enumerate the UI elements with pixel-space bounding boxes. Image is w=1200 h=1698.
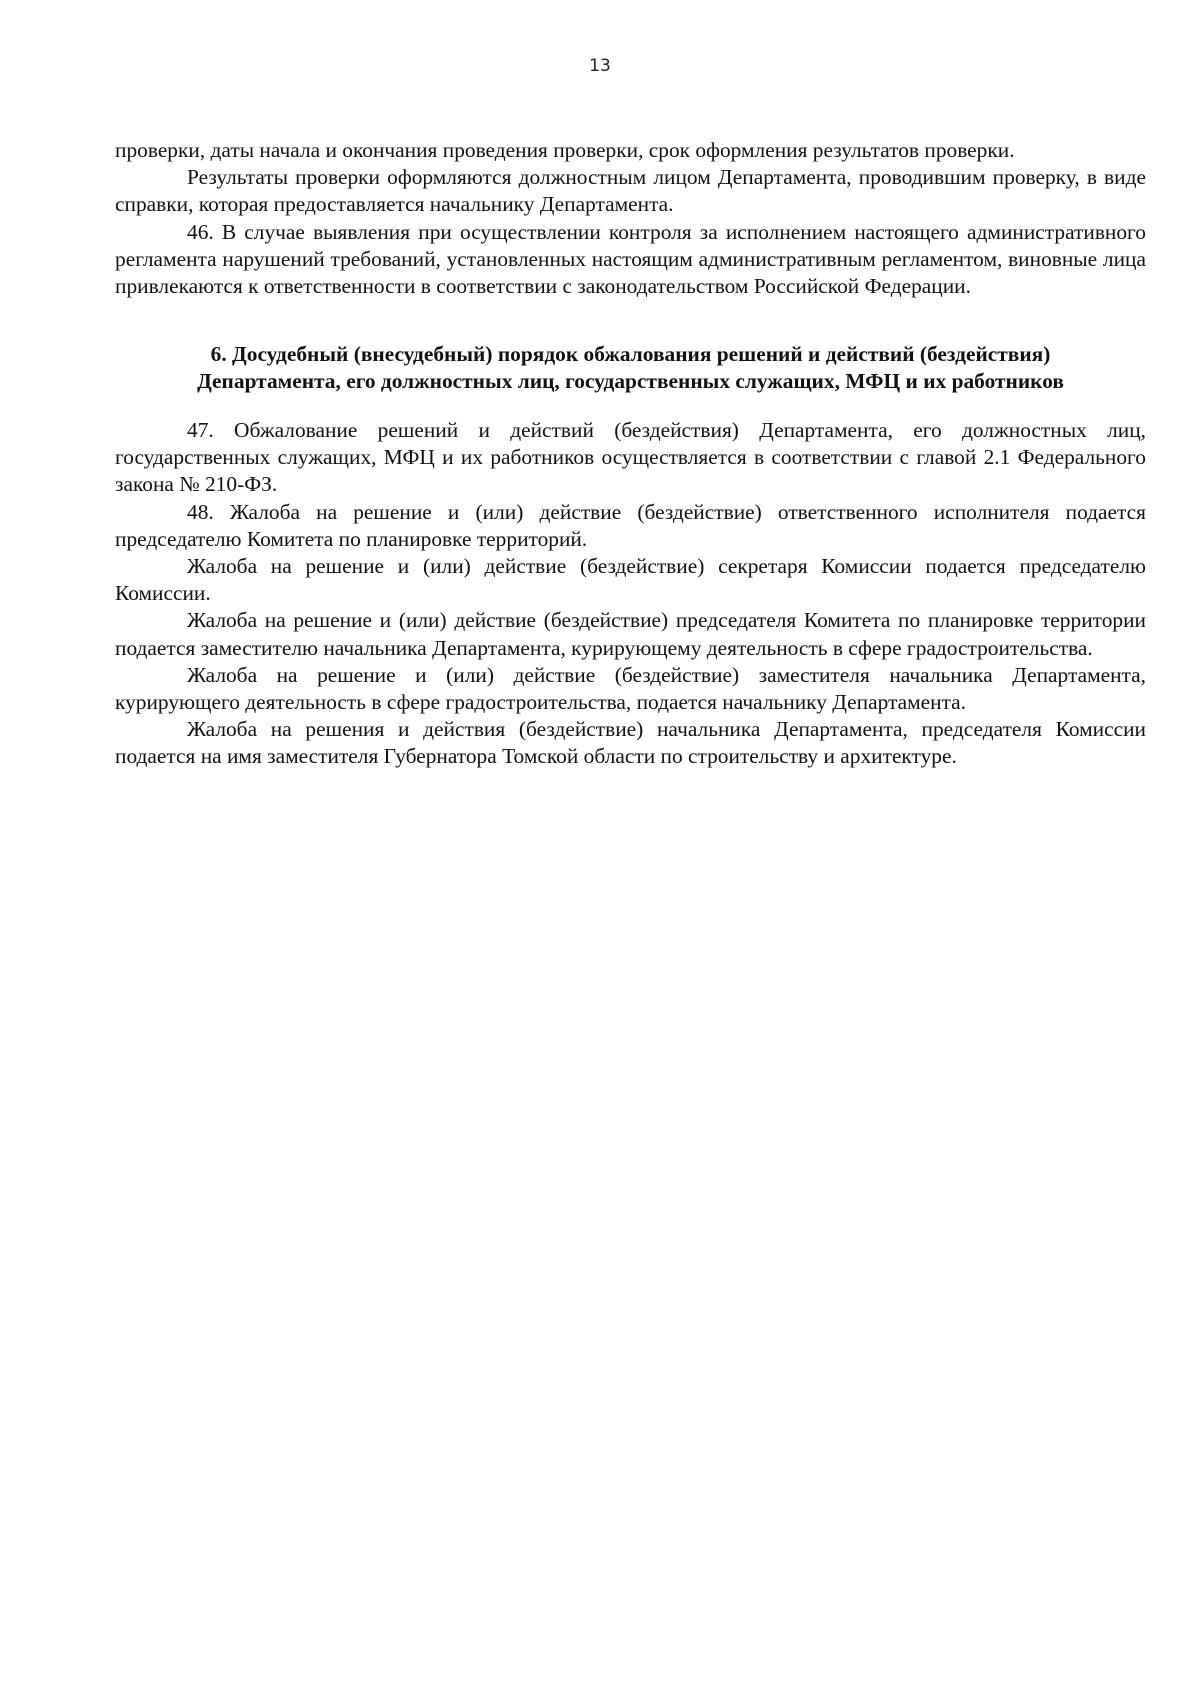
text-block-bottom (115, 417, 1146, 771)
paragraph-complaint-department-head: Жалоба на решения и действия (бездействие) начальника Департамента, председателя Комиссии подается на имя заместителя Губернатора Томской области по строительству и архитектуре. (115, 717, 1146, 769)
page-number: 13 (589, 56, 611, 76)
section-heading-line-1: 6. Досудебный (внесудебный) порядок обжалования решений и действий (бездействия) (210, 342, 1051, 366)
paragraph-results: Результаты проверки оформляются должностным лицом Департамента, проводившим проверку, в виде справки, которая предоставляется начальнику Департамента. (115, 165, 1146, 217)
paragraph-47: 47. Обжалование решений и действий (бездействия) Департамента, его должностных лиц, государственных служащих, МФЦ и их работников осуществляется в соответствии с главой 2.1 Федерального закона № 210-ФЗ. (115, 418, 1146, 497)
paragraph-46: 46. В случае выявления при осуществлении контроля за исполнением настоящего административного регламента нарушений требований, установленных настоящим административным регламентом, виновные лица привлекаются к ответственности в соответствии с законодательством Российской Федерации. (115, 219, 1146, 299)
paragraph-48: 48. Жалоба на решение и (или) действие (бездействие) ответственного исполнителя подается председателю Комитета по планировке территорий. (115, 499, 1146, 551)
text-block-top (115, 137, 1146, 300)
section-heading-line-2: Департамента, его должностных лиц, государственных служащих, МФЦ и их работников (197, 369, 1064, 394)
paragraph-complaint-committee-chair: Жалоба на решение и (или) действие (бездействие) председателя Комитета по планировке территории подается заместителю начальника Департамента, курирующему деятельность в сфере градостроительства. (115, 608, 1146, 660)
section-heading-6 (115, 341, 1146, 395)
paragraph-complaint-deputy-head: Жалоба на решение и (или) действие (бездействие) заместителя начальника Департамента, курирующего деятельность в сфере градостроительства, подается начальнику Департамента. (115, 662, 1146, 715)
paragraph-complaint-secretary: Жалоба на решение и (или) действие (бездействие) секретаря Комиссии подается председателю Комиссии. (115, 554, 1146, 606)
paragraph-continuation: проверки, даты начала и окончания проведения проверки, срок оформления результатов проверки. (115, 138, 1015, 162)
